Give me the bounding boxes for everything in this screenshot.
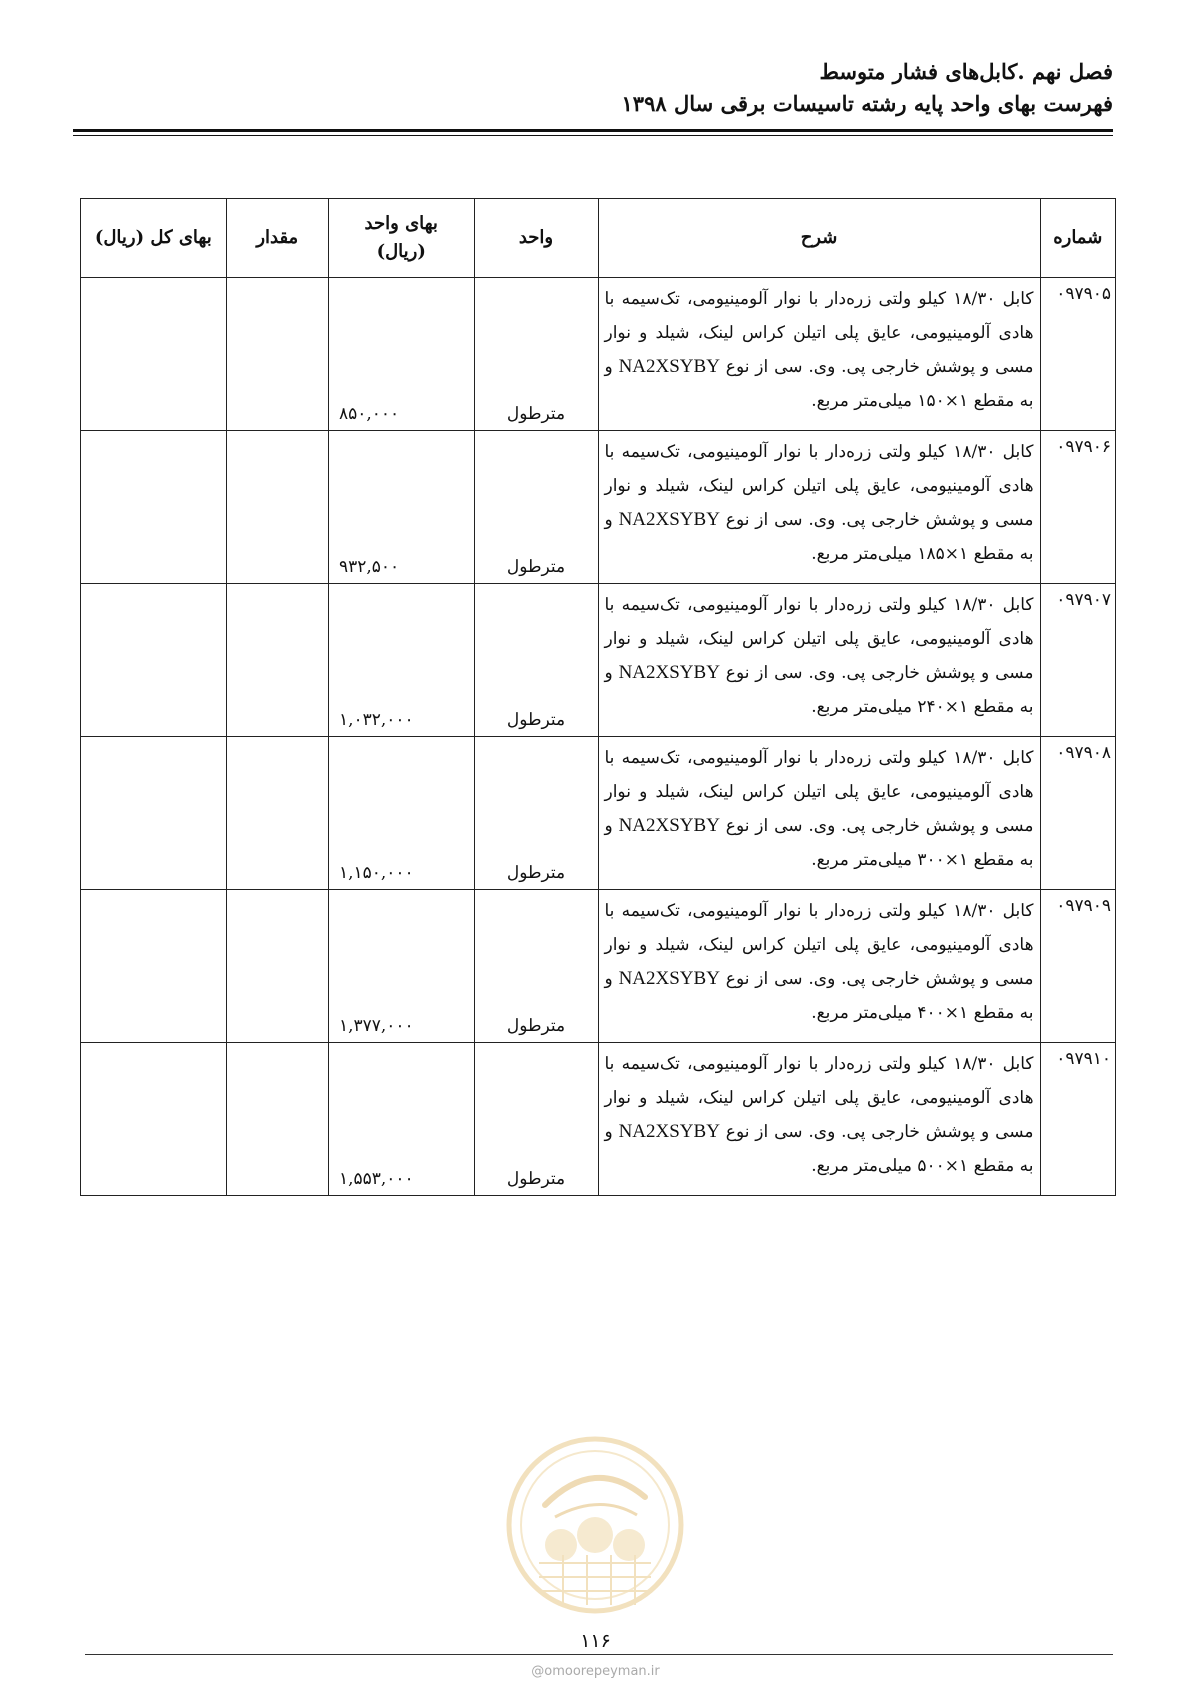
- item-total-price: [81, 584, 227, 737]
- item-quantity: [226, 278, 328, 431]
- item-unit: مترطول: [474, 890, 598, 1043]
- item-description-text: کابل ۱۸/۳۰ کیلو ولتی زره‌دار با نوار آلومینیومی، تک‌سیمه با هادی آلومینیومی، عایق پلی اتیلن کراس لینک، شیلد و نوار مسی و پوشش خارجی پی. وی. سی از نوع: [604, 289, 1034, 377]
- item-quantity: [226, 431, 328, 584]
- item-total-price: [81, 431, 227, 584]
- item-description-tail: و به مقطع ۱×۲۴۰ میلی‌متر مربع.: [604, 663, 1034, 717]
- header-number: شماره: [1040, 199, 1115, 278]
- item-unit: مترطول: [474, 1043, 598, 1196]
- item-description-text: کابل ۱۸/۳۰ کیلو ولتی زره‌دار با نوار آلومینیومی، تک‌سیمه با هادی آلومینیومی، عایق پلی اتیلن کراس لینک، شیلد و نوار مسی و پوشش خارجی پی. وی. سی از نوع: [604, 595, 1034, 683]
- item-unit-price: ۱,۱۵۰,۰۰۰: [328, 737, 474, 890]
- header-description: شرح: [598, 199, 1040, 278]
- chapter-title: فصل نهم .کابل‌های فشار متوسط: [819, 59, 1113, 84]
- header-quantity: مقدار: [226, 199, 328, 278]
- item-cable-code: NA2XSYBY: [618, 1121, 720, 1142]
- item-cable-code: NA2XSYBY: [618, 815, 720, 836]
- item-description-tail: و به مقطع ۱×۱۵۰ میلی‌متر مربع.: [604, 357, 1034, 411]
- item-description: [598, 890, 1040, 1043]
- item-description-text: کابل ۱۸/۳۰ کیلو ولتی زره‌دار با نوار آلومینیومی، تک‌سیمه با هادی آلومینیومی، عایق پلی اتیلن کراس لینک، شیلد و نوار مسی و پوشش خارجی پی. وی. سی از نوع: [604, 901, 1034, 989]
- item-unit: مترطول: [474, 431, 598, 584]
- item-quantity: [226, 584, 328, 737]
- table-row: [81, 890, 1116, 1043]
- item-description-tail: و به مقطع ۱×۵۰۰ میلی‌متر مربع.: [604, 1122, 1034, 1176]
- table-row: [81, 431, 1116, 584]
- item-description-tail: و به مقطع ۱×۴۰۰ میلی‌متر مربع.: [604, 969, 1034, 1023]
- item-number: ۰۹۷۹۰۶: [1040, 431, 1115, 584]
- item-description: [598, 584, 1040, 737]
- header-unit-price-label: بهای واحد: [364, 213, 438, 234]
- item-cable-code: NA2XSYBY: [618, 968, 720, 989]
- table-row: [81, 737, 1116, 890]
- item-description: [598, 737, 1040, 890]
- item-total-price: [81, 278, 227, 431]
- item-description: [598, 431, 1040, 584]
- table-row: [81, 1043, 1116, 1196]
- site-watermark: @omoorepeyman.ir: [531, 1664, 660, 1679]
- item-unit: مترطول: [474, 278, 598, 431]
- item-number: ۰۹۷۹۰۸: [1040, 737, 1115, 890]
- item-unit-price: ۱,۰۳۲,۰۰۰: [328, 584, 474, 737]
- header-total-price: بهای کل (ریال): [81, 199, 227, 278]
- header-unit: واحد: [474, 199, 598, 278]
- item-description: [598, 278, 1040, 431]
- page-number: ۱۱۶: [580, 1630, 611, 1652]
- item-cable-code: NA2XSYBY: [618, 509, 720, 530]
- item-cable-code: NA2XSYBY: [618, 356, 720, 377]
- header-unit-price-currency: (ریال): [376, 241, 426, 262]
- item-description: [598, 1043, 1040, 1196]
- item-description-text: کابل ۱۸/۳۰ کیلو ولتی زره‌دار با نوار آلومینیومی، تک‌سیمه با هادی آلومینیومی، عایق پلی اتیلن کراس لینک، شیلد و نوار مسی و پوشش خارجی پی. وی. سی از نوع: [604, 748, 1034, 836]
- table-row: [81, 278, 1116, 431]
- item-unit-price: ۱,۵۵۳,۰۰۰: [328, 1043, 474, 1196]
- item-unit: مترطول: [474, 737, 598, 890]
- table-header-row: [81, 199, 1116, 278]
- table-row: [81, 584, 1116, 737]
- header-rule-thick: [73, 129, 1113, 132]
- item-description-text: کابل ۱۸/۳۰ کیلو ولتی زره‌دار با نوار آلومینیومی، تک‌سیمه با هادی آلومینیومی، عایق پلی اتیلن کراس لینک، شیلد و نوار مسی و پوشش خارجی پی. وی. سی از نوع: [604, 442, 1034, 530]
- item-unit-price: ۱,۳۷۷,۰۰۰: [328, 890, 474, 1043]
- item-quantity: [226, 890, 328, 1043]
- header-rule-thin: [73, 135, 1113, 136]
- item-unit-price: ۹۳۲,۵۰۰: [328, 431, 474, 584]
- item-description-tail: و به مقطع ۱×۳۰۰ میلی‌متر مربع.: [604, 816, 1034, 870]
- item-total-price: [81, 737, 227, 890]
- footer-rule: [85, 1654, 1113, 1655]
- item-total-price: [81, 890, 227, 1043]
- price-table: [80, 198, 1116, 1196]
- omoorepeyman-logo-icon: [505, 1435, 685, 1615]
- price-list-title: فهرست بهای واحد پایه رشته تاسیسات برقی سال ۱۳۹۸: [621, 91, 1113, 116]
- item-quantity: [226, 1043, 328, 1196]
- item-unit: مترطول: [474, 584, 598, 737]
- item-number: ۰۹۷۹۰۷: [1040, 584, 1115, 737]
- item-quantity: [226, 737, 328, 890]
- item-total-price: [81, 1043, 227, 1196]
- item-number: ۰۹۷۹۱۰: [1040, 1043, 1115, 1196]
- item-number: ۰۹۷۹۰۵: [1040, 278, 1115, 431]
- item-cable-code: NA2XSYBY: [618, 662, 720, 683]
- header-unit-price: [328, 199, 474, 278]
- item-description-tail: و به مقطع ۱×۱۸۵ میلی‌متر مربع.: [604, 510, 1034, 564]
- item-number: ۰۹۷۹۰۹: [1040, 890, 1115, 1043]
- item-description-text: کابل ۱۸/۳۰ کیلو ولتی زره‌دار با نوار آلومینیومی، تک‌سیمه با هادی آلومینیومی، عایق پلی اتیلن کراس لینک، شیلد و نوار مسی و پوشش خارجی پی. وی. سی از نوع: [604, 1054, 1034, 1142]
- page-header: [73, 56, 1113, 120]
- item-unit-price: ۸۵۰,۰۰۰: [328, 278, 474, 431]
